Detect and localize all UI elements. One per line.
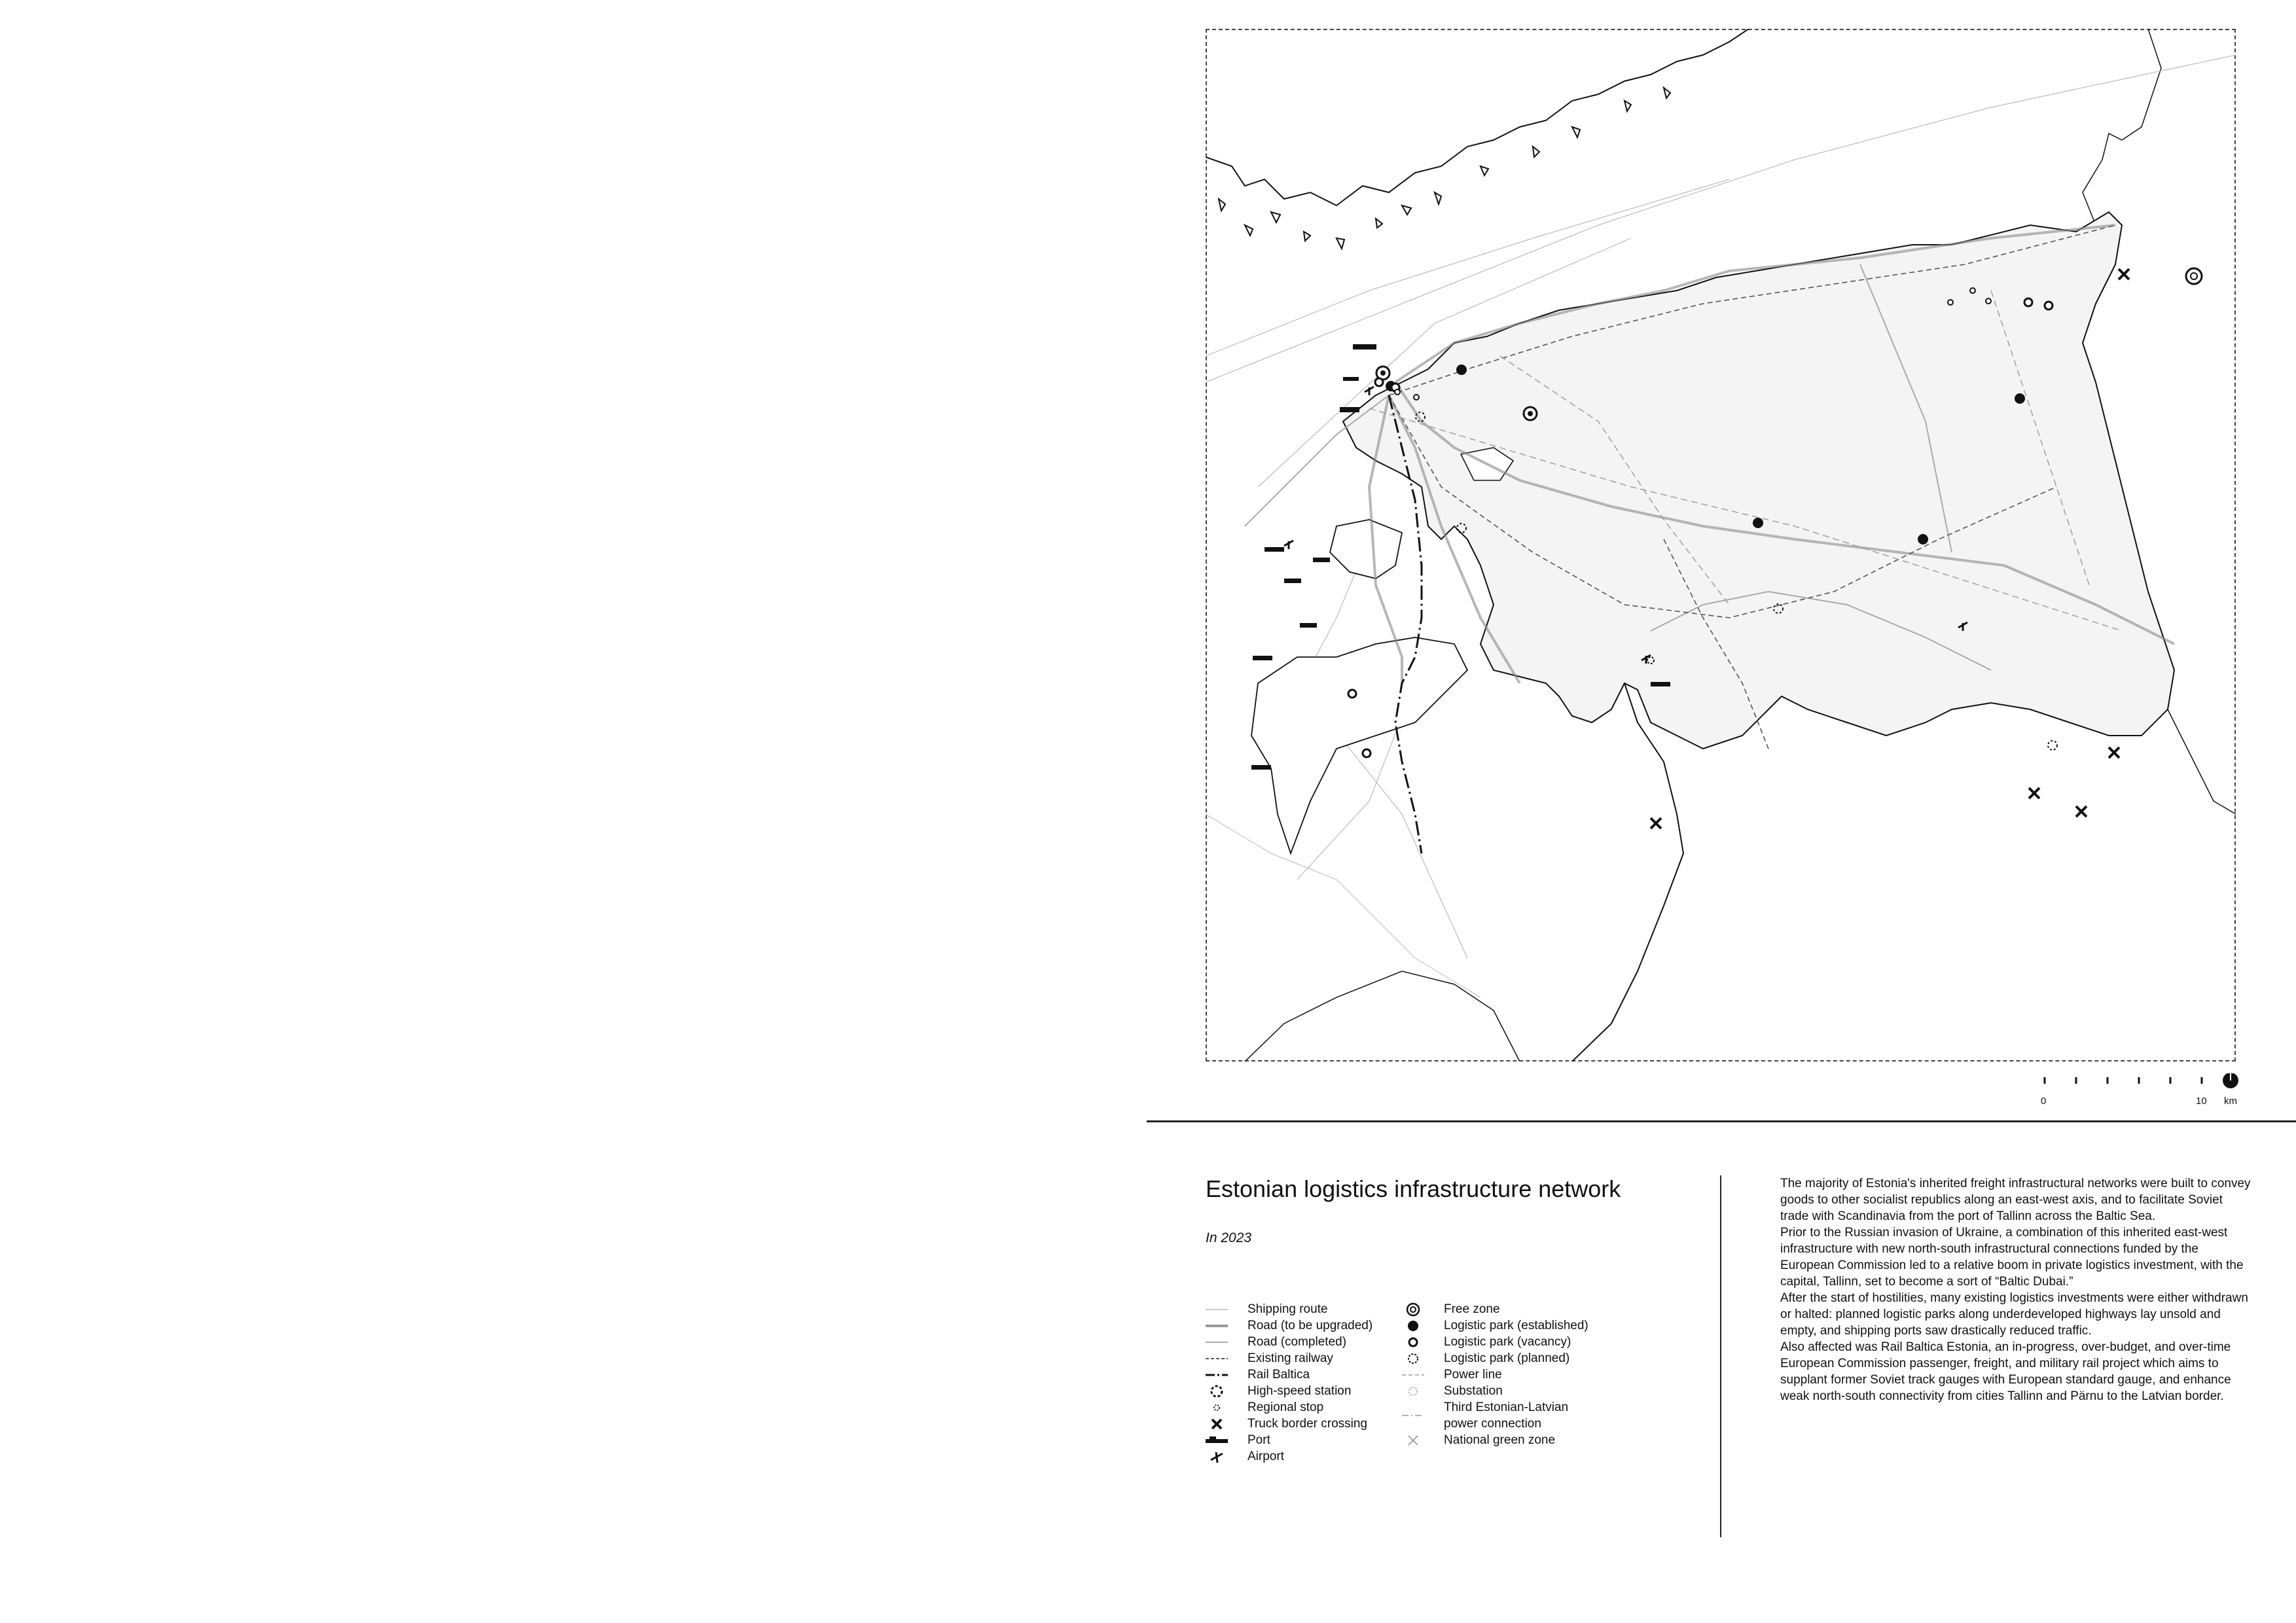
estonia-mainland xyxy=(1343,212,2174,749)
latvia-border xyxy=(1572,683,1683,1061)
free-zone-icon xyxy=(1402,1301,1424,1317)
scale-bar xyxy=(2029,1073,2245,1113)
map-subtitle: In 2023 xyxy=(1206,1230,1252,1245)
airport-icon xyxy=(1206,1448,1228,1465)
map-canvas xyxy=(1206,29,2236,1061)
high-speed-station-icon xyxy=(1206,1383,1228,1399)
national-green-zone-icon xyxy=(1402,1432,1424,1448)
shipping-route-icon xyxy=(1206,1301,1228,1317)
port-icon xyxy=(1206,1432,1228,1448)
scale-ticks xyxy=(2029,1073,2245,1093)
road-completed-icon xyxy=(1206,1334,1228,1350)
description-paragraph: Prior to the Russian invasion of Ukraine, a combination of this inherited east-west infrastructure with new north-south infrastructural connections funded by the European Commission led to a relative boom in private logistics investment, with the capital, Tallinn, set to become a sort of “Baltic Dubai.” xyxy=(1780,1226,2244,1289)
logistic-park-vacancy-icon xyxy=(1402,1334,1424,1350)
island-saaremaa xyxy=(1251,637,1467,853)
third-connection-icon xyxy=(1402,1407,1424,1423)
russia-border xyxy=(2083,29,2161,251)
scale-unit-label: km xyxy=(2224,1096,2237,1107)
scale-start-label: 0 xyxy=(2041,1096,2047,1107)
island-hiiumaa xyxy=(1330,520,1402,579)
description-text xyxy=(1780,1175,2251,1404)
logistic-park-established-icon xyxy=(1402,1317,1424,1334)
finland-coast xyxy=(1206,29,1749,249)
rail-baltica-icon xyxy=(1206,1366,1228,1383)
vertical-divider xyxy=(1720,1175,1721,1537)
existing-railway-icon xyxy=(1206,1350,1228,1366)
scale-end-label: 10 xyxy=(2196,1096,2207,1107)
horizontal-divider xyxy=(1147,1120,2296,1122)
power-line-icon xyxy=(1402,1366,1424,1383)
regional-stop-icon xyxy=(1206,1399,1228,1416)
truck-border-crossing-icon xyxy=(1206,1416,1228,1432)
description-paragraph: Also affected was Rail Baltica Estonia, an in-progress, over-budget, and over-time European Commission passenger, freight, and military rail project which aims to supplant former Soviet track gauges with European standard gauge, and enhance weak north-south connectivity from cities Tallinn and Pärnu to the Latvian border. xyxy=(1780,1340,2231,1403)
substation-icon xyxy=(1402,1383,1424,1399)
logistic-park-planned-icon xyxy=(1402,1350,1424,1366)
road-upgraded-icon xyxy=(1206,1317,1228,1334)
description-paragraph: The majority of Estonia's inherited freight infrastructural networks were built to convey goods to other socialist republics along an east-west axis, and to facilitate Soviet trade with Scandinavia from the port of Tallinn across the Baltic Sea. xyxy=(1780,1177,2251,1223)
map-title: Estonian logistics infrastructure network xyxy=(1206,1175,1621,1202)
description-paragraph: After the start of hostilities, many existing logistics investments were either withdrawn or halted: planned logistic parks along underdeveloped highways lay unsold and empty, and shipping ports saw drastically reduced traffic. xyxy=(1780,1291,2248,1338)
